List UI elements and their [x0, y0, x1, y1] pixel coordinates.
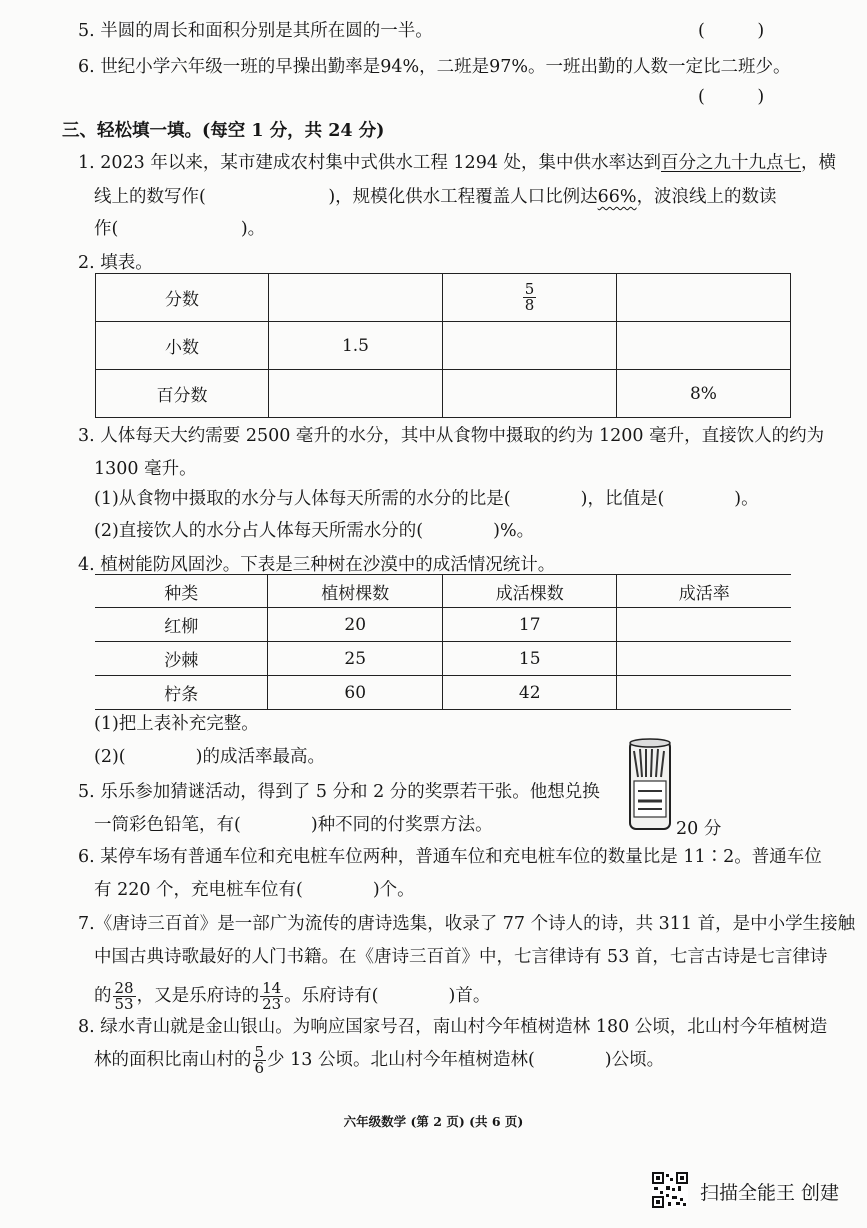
table-cell: 柠条 — [95, 676, 268, 710]
table-cell — [616, 322, 790, 370]
q6-line1: 6. 某停车场有普通车位和充电桩车位两种，普通车位和充电桩车位的数量比是 11∶2。普通车位 — [78, 847, 822, 867]
q4-intro: 4. 植树能防风固沙。下表是三种树在沙漠中的成活情况统计。 — [78, 555, 556, 575]
qr-code-icon — [652, 1172, 688, 1208]
table-cell — [617, 676, 791, 710]
table-cell — [268, 274, 442, 322]
table-row — [95, 642, 791, 676]
fraction: $\frac{5}{6}$ — [254, 1043, 265, 1077]
q2-title: 2. 填表。 — [78, 253, 153, 273]
row-head: 分数 — [96, 274, 269, 322]
q1-line2: 线上的数写作( )，规模化供水工程覆盖人口比例达66%，波浪线上的数读 — [94, 187, 777, 207]
judge-q5: 5. 半圆的周长和面积分别是其所在圆的一半。 — [78, 21, 433, 41]
row-head: 小数 — [96, 322, 269, 370]
row-head: 百分数 — [96, 370, 269, 418]
table-cell: 1.5 — [268, 322, 442, 370]
judge-q5-answer-paren: ( ) — [698, 21, 765, 41]
q3-line1: 3. 人体每天大约需要 2500 毫升的水分，其中从食物中摄取的约为 1200 毫升，直接饮人的约为 — [78, 426, 825, 446]
q7-line2: 中国古典诗歌最好的人门书籍。在《唐诗三百首》中，七言律诗有 53 首，七言古诗是七言律诗 — [94, 947, 828, 967]
table-cell — [616, 274, 790, 322]
table-cell: 25 — [268, 642, 443, 676]
table-cell: 20 — [268, 608, 443, 642]
survival-table — [95, 574, 791, 710]
fraction: $\frac{5}{8}$ — [524, 280, 535, 314]
section-heading: 三、轻松填一填。(每空 1 分，共 24 分) — [62, 121, 385, 141]
q3-line2: 1300 毫升。 — [94, 459, 197, 479]
q4-sub1: (1)把上表补充完整。 — [94, 714, 259, 734]
table-row — [96, 370, 791, 418]
scanner-watermark: 扫描全能王 创建 — [700, 1182, 840, 1204]
q5-line2: 一筒彩色铅笔，有( )种不同的付奖票方法。 — [94, 815, 493, 835]
table-cell — [443, 274, 617, 322]
q8-line1: 8. 绿水青山就是金山银山。为响应国家号召，南山村今年植树造林 180 公顷，北山村今年植树造 — [78, 1017, 828, 1037]
table-cell: 42 — [442, 676, 617, 710]
column-header: 种类 — [95, 575, 268, 608]
page-footer: 六年级数学 (第 2 页) (共 6 页) — [343, 1114, 524, 1129]
q8-line2: 林的面积比南山村的 $\frac{5}{6}$ 少 13 公顷。北山村今年植树造林( )公顷。 — [94, 1043, 665, 1077]
table-cell: 60 — [268, 676, 443, 710]
colored-pencil-tube-icon — [626, 737, 674, 833]
column-header: 植树棵数 — [268, 575, 443, 608]
table-cell: 8% — [616, 370, 790, 418]
fraction: $\frac{28}{53}$ — [114, 979, 134, 1013]
table-cell: 红柳 — [95, 608, 268, 642]
column-header: 成活棵数 — [442, 575, 617, 608]
pencil-price: 20 分 — [676, 819, 722, 839]
table-cell — [443, 322, 617, 370]
table-row — [96, 274, 791, 322]
q3-sub1: (1)从食物中摄取的水分与人体每天所需的水分的比是( )，比值是( )。 — [94, 489, 759, 509]
table-row — [96, 322, 791, 370]
judge-q6-answer-paren: ( ) — [698, 87, 765, 107]
table-cell: 17 — [442, 608, 617, 642]
q5-line1: 5. 乐乐参加猜谜活动，得到了 5 分和 2 分的奖票若干张。他想兑换 — [78, 782, 600, 802]
q7-line1: 7.《唐诗三百首》是一部广为流传的唐诗选集，收录了 77 个诗人的诗，共 311 首，是中小学生接触 — [78, 914, 856, 934]
column-header: 成活率 — [617, 575, 791, 608]
table-cell — [617, 642, 791, 676]
q1-line1: 1. 2023 年以来，某市建成农村集中式供水工程 1294 处，集中供水率达到百分之九十九点七，横 — [78, 153, 837, 173]
judge-q6: 6. 世纪小学六年级一班的早操出勤率是94%，二班是97%。一班出勤的人数一定比二班少。 — [78, 57, 791, 77]
table-cell — [443, 370, 617, 418]
fill-table — [95, 273, 791, 418]
q1-line3: 作( )。 — [94, 219, 266, 239]
table-cell: 沙棘 — [95, 642, 268, 676]
table-cell — [617, 608, 791, 642]
table-cell: 15 — [442, 642, 617, 676]
q4-sub2: (2)( )的成活率最高。 — [94, 747, 325, 767]
q3-sub2: (2)直接饮人的水分占人体每天所需水分的( )%。 — [94, 521, 535, 541]
table-header-row — [95, 575, 791, 608]
q1-wavy-number: 66% — [597, 187, 637, 207]
q1-underlined-number: 百分之九十九点七 — [661, 153, 802, 173]
q6-line2: 有 220 个，充电桩车位有( )个。 — [94, 880, 415, 900]
q7-line3: 的 $\frac{28}{53}$ ，又是乐府诗的 $\frac{14}{23}$ 。乐府诗有( )首。 — [94, 979, 491, 1013]
table-row — [95, 608, 791, 642]
table-row — [95, 676, 791, 710]
fraction: $\frac{14}{23}$ — [262, 979, 282, 1013]
table-cell — [268, 370, 442, 418]
